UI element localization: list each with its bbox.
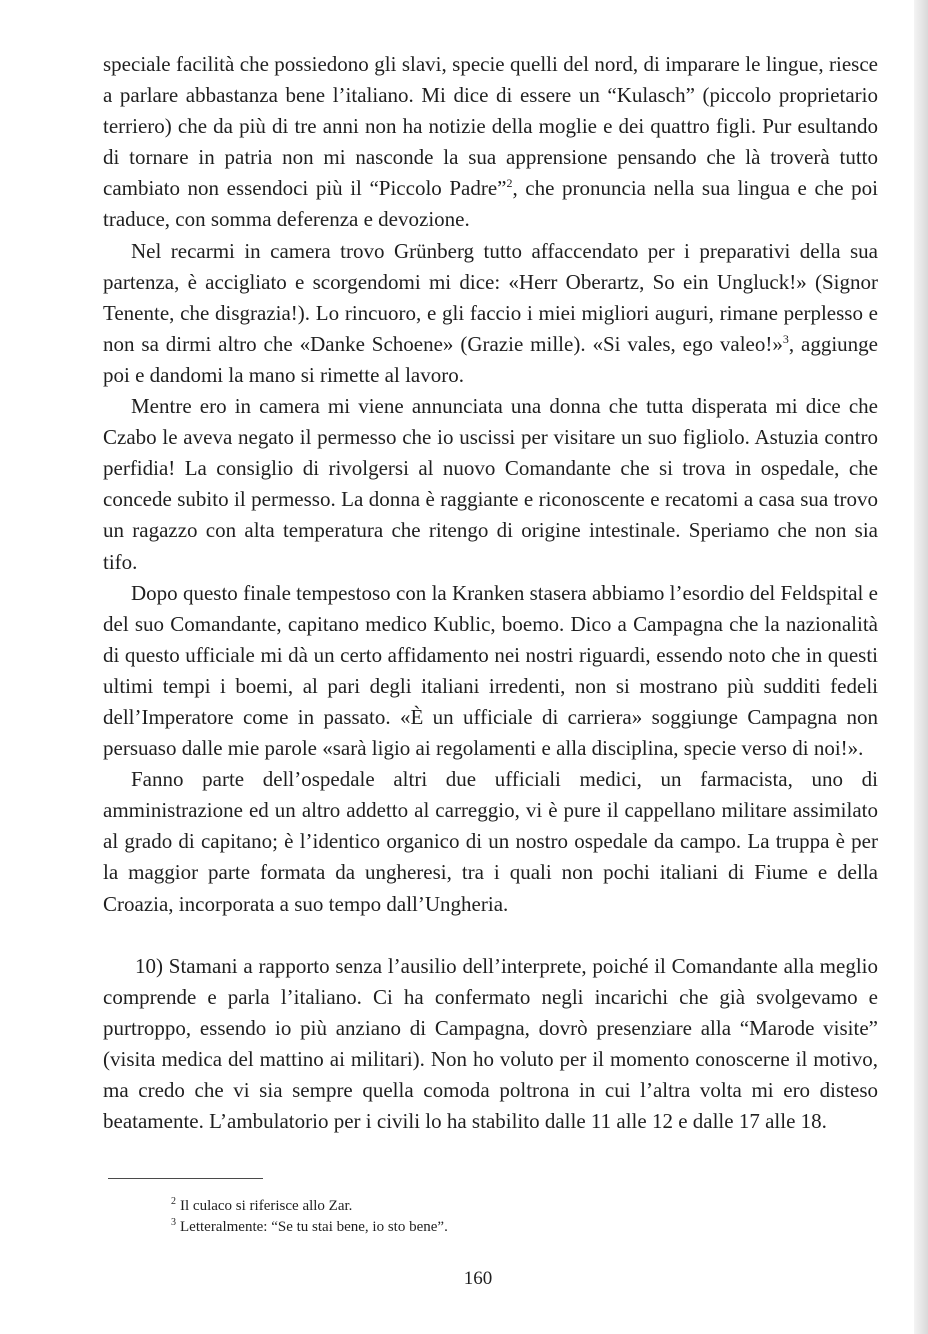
paragraph-1: [103, 49, 878, 236]
paragraph-4: Dopo questo finale tempestoso con la Kranken stasera abbiamo l’esordio del Feldspital e del suo Comandante, capitano medico Kublic, boemo. Dico a Campagna che la nazionalità di questo ufficiale mi dà un certo affidamento nei nostri riguardi, essendo noto che in questi ultimi tempi i boemi, al pari degli italiani irredenti, non si mostrano più sudditi fedeli dell’Imperatore come in passato. «È un ufficiale di carriera» soggiunge Campagna non persuaso dalle mie parole «sarà ligio ai regolamenti e alla disciplina, specie verso di noi!».: [103, 580, 878, 761]
paragraph-1-text: speciale facilità che possiedono gli slavi, specie quelli del nord, di imparare le lingue, riesce a parlare abbastanza bene l’italiano. Mi dice di essere un “Kulasch” (piccolo proprietario terriero) che da più di tre anni non ha notizie della moglie e dei quattro figli. Pur esultando di tornare in patria non mi nasconde la sua apprensione pensando che là troverà tutto cambiato non essendoci più il “Piccolo Padre”: [103, 52, 878, 201]
paragraph-2-text: Nel recarmi in camera trovo Grünberg tutto affaccendato per i preparativi della sua partenza, è accigliato e scorgendomi mi dice: «Herr Oberartz, So ein Ungluck!» (Signor Tenente, che disgrazia!). Lo rincuoro, e gli faccio i miei migliori auguri, rimane perplesso e non sa dirmi altro che «Danke Schoene» (Grazie mille). «Si vales, ego valeo!»: [103, 238, 878, 356]
footnote-divider: [108, 1178, 263, 1179]
footnote-ref-2: 2: [506, 176, 513, 191]
paragraph-5: Fanno parte dell’ospedale altri due ufficiali medici, un farmacista, uno di amministrazione ed un altro addetto al carreggio, vi è pure il cappellano militare assimilato al grado di capitano; è l’identico organico di un nostro ospedale da campo. La truppa è per la maggior parte formata da ungheresi, tra i quali non pochi italiani di Fiume e della Croazia, incorporata a suo tempo dall’Ungheria.: [103, 767, 878, 916]
paragraph-1-tail: , che pronuncia nella sua lingua e che poi traduce, con somma deferenza e devozione.: [103, 176, 878, 232]
body-text: [103, 49, 878, 1137]
paragraph-3: Mentre ero in camera mi viene annunciata una donna che tutta disperata mi dice che Czabo le aveva negato il permesso che io uscissi per visitare un suo figliolo. Astuzia contro perfidia! La consiglio di rivolgersi al nuovo Comandante che si trova in ospedale, che concede subito il permesso. La donna è raggiante e riconoscente e recatomi a casa sua trovo un ragazzo con alta temperatura che ritengo di origine intestinale. Speriamo che non sia tifo.: [103, 394, 878, 574]
page-number: 160: [463, 1268, 493, 1289]
paragraph-6: 10) Stamani a rapporto senza l’ausilio dell’interprete, poiché il Comandante alla meglio comprende e parla l’italiano. Ci ha confermato negli incarichi che già svolgevamo e purtroppo, essendo io più anziano di Campagna, dovrò presenziare alla “Marode visite” (visita medica del mattino ai militari). Non ho voluto per il momento conoscerne il motivo, ma credo che vi sia sempre quella comoda poltrona in cui l’altra volta mi ero disteso beatamente. L’ambulatorio per i civili lo ha stabilito dalle 11 alle 12 e dalle 17 alle 18.: [103, 953, 878, 1134]
footnote-ref-3: 3: [782, 331, 789, 346]
footnote-2-mark: 2: [171, 1196, 176, 1207]
page-edge: [914, 0, 928, 1334]
footnote-3-mark: 3: [171, 1217, 176, 1228]
footnote-2-text: Il culaco si riferisce allo Zar.: [180, 1198, 353, 1214]
footnotes: [171, 1196, 811, 1238]
footnote-3: [171, 1217, 811, 1238]
paragraph-2-tail: , aggiunge poi e dandomi la mano si rimette al lavoro.: [103, 331, 878, 387]
paragraph-2: [103, 236, 878, 391]
footnote-3-text: Letteralmente: “Se tu stai bene, io sto bene”.: [180, 1219, 448, 1235]
footnote-2: [171, 1196, 811, 1217]
